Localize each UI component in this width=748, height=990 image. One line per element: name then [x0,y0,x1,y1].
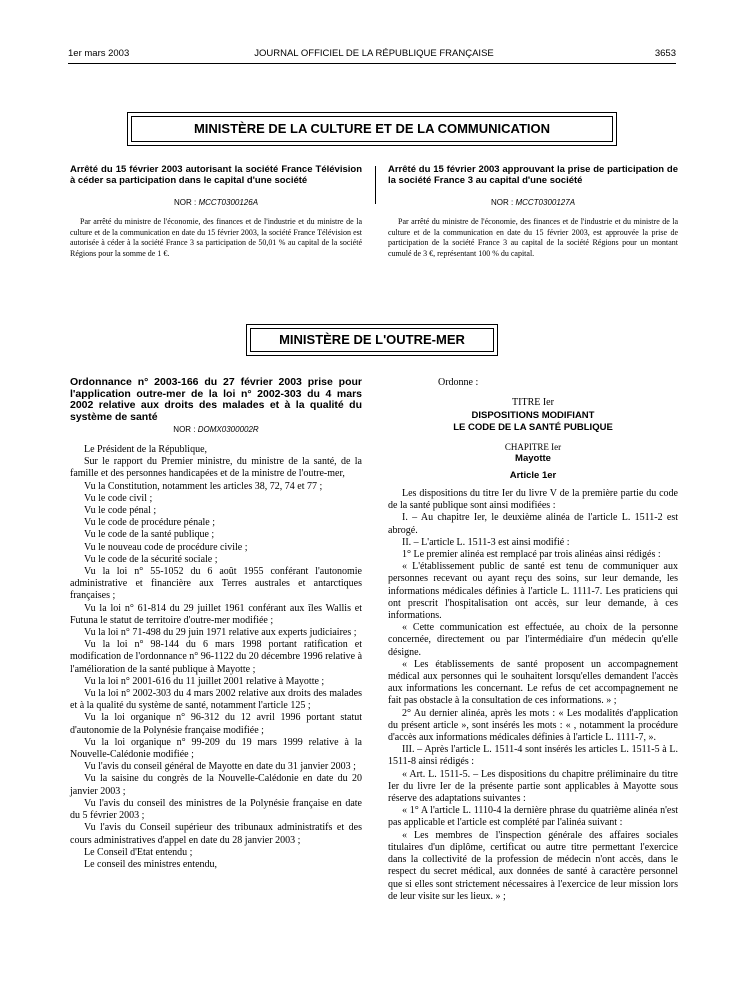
paragraph: Vu le code civil ; [84,492,153,504]
chapitre-heading: CHAPITRE Ier [504,441,562,452]
paragraph: Vu la loi n° 71-498 du 29 juin 1971 relative aux experts judiciaires ; [84,627,357,639]
arrete-2-text: Par arrêté du ministre de l'économie, des finances et de l'industrie et du ministre de la culture et de la communication en date du 15 février 2003, est approuvée la prise de participation de la société France 3 au capital de la société Régions pour un montant cumulé de 3 €, représentant 100 % du capital. [388,217,678,258]
paragraph: III. – Après l'article L. 1511-4 sont insérés les articles L. 1511-5 à L. 1511-8 ainsi rédigés : [388,744,678,768]
paragraph: I. – Au chapitre Ier, le deuxième alinéa de l'article L. 1511-2 est abrogé. [388,512,678,536]
paragraph: Vu l'avis du conseil général de Mayotte en date du 31 janvier 2003 ; [84,761,356,773]
ministry-culture-box [127,112,617,146]
nor-label: NOR : [490,198,514,207]
header-journal-title: JOURNAL OFFICIEL DE LA RÉPUBLIQUE FRANÇAISE [254,48,494,59]
titre-name-line-1: DISPOSITIONS MODIFIANT [471,409,595,421]
paragraph: « Les membres de l'inspection générale des affaires sociales titulaires d'un diplôme, certificat ou autre titre permettant l'exercice dans la collectivité de la profession de médecin n'ont accès, dans le respect du secret médical, aux données de santé à caractère personnel que si elles sont strictement nécessaires à l'exercice de leur mission lors de leur visite sur les lieux. » ; [388,829,678,902]
paragraph: « 1° A l'article L. 1110-4 la dernière phrase du quatrième alinéa n'est pas applicable et l'article est complété par l'alinéa suivant : [388,805,678,829]
header-date: 1er mars 2003 [68,48,130,59]
paragraph: Vu le code de la santé publique ; [84,529,215,541]
arrete-2-nor [388,198,678,207]
arrete-1-nor [70,198,362,207]
paragraph: Vu le code de la sécurité sociale ; [84,553,218,565]
paragraph: Le conseil des ministres entendu, [84,858,218,870]
titre-name-line-2: LE CODE DE LA SANTÉ PUBLIQUE [453,422,613,433]
ordonnance-left-column [70,377,362,871]
ordonnance-right-column [388,377,678,903]
arrete-2-title: Arrêté du 15 février 2003 approuvant la prise de participation de la société France 3 au capital d'une société [388,164,678,186]
header-page-number: 3653 [654,48,676,59]
nor-code: DOMX0300002R [197,425,259,434]
ordonnance-title: Ordonnance n° 2003-166 du 27 février 2003 prise pour l'application outre-mer de la loi n° 2002-303 du 4 mars 2002 relative aux droits des malades et à la qualité du système de santé [70,376,362,423]
paragraph: Vu le code de procédure pénale ; [84,517,216,529]
paragraph: Vu l'avis du conseil des ministres de la Polynésie française en date du 5 février 2003 ; [70,797,362,822]
ordonnance-nor [70,425,362,434]
nor-code: MCCT0300126A [198,198,259,207]
paragraph: Vu l'avis du Conseil supérieur des tribunaux administratifs et des cours administratives d'appel en date du 28 janvier 2003 ; [70,822,362,846]
article-body [388,488,678,903]
header-rule [68,63,676,64]
paragraph: Vu la loi n° 2002-303 du 4 mars 2002 relative aux droits des malades et à la qualité du système de santé, notamment l'article 125 ; [70,688,362,712]
arrete-1-title: Arrêté du 15 février 2003 autorisant la société France Télévision à céder sa participation dans le capital d'une société [70,164,362,186]
paragraph: Vu le code pénal ; [84,505,157,517]
ministry-outremer-title: MINISTÈRE DE L'OUTRE-MER [250,328,494,352]
article-heading: Article 1er [509,469,557,481]
paragraph: 1° Le premier alinéa est remplacé par trois alinéas ainsi rédigés : [402,549,661,561]
paragraph: « L'établissement public de santé est tenu de communiquer aux personnes recevant ou ayant reçu des soins, sur leur demande, les informations médicales définies à l'article L. 1111-7. Les praticiens qui ont prescrit l'hospitalisation ont accès, sur leur demande, à ces informations. [388,561,678,622]
paragraph: Vu la loi n° 98-144 du 6 mars 1998 portant ratification et modification de l'ordonnance n° 96-1122 du 20 décembre 1996 relative à l'amélioration de la santé publique à Mayotte ; [70,639,363,675]
ministry-culture-title: MINISTÈRE DE LA CULTURE ET DE LA COMMUNICATION [131,116,613,142]
paragraph: Sur le rapport du Premier ministre, du ministre de la santé, de la famille et des personnes handicapées et de la ministre de l'outre-mer, [70,456,362,480]
arrete-1 [70,164,362,259]
arrete-2 [388,164,678,259]
nor-label: NOR : [173,198,197,207]
paragraph: Vu la loi n° 2001-616 du 11 juillet 2001 relative à Mayotte ; [84,675,325,687]
paragraph: Vu la loi n° 55-1052 du 6 août 1955 conférant l'autonomie administrative et financière aux Terres australes et antarctiques françaises ; [70,566,362,602]
paragraph: « Art. L. 1511-5. – Les dispositions du chapitre préliminaire du titre Ier du livre Ier de la présente partie sont applicables à Mayotte sous réserve des adaptations suivantes : [388,768,678,805]
column-separator [375,166,376,204]
paragraph: Le Conseil d'Etat entendu ; [84,846,193,858]
chapitre-name: Mayotte [515,453,551,464]
paragraph: Vu la Constitution, notamment les articles 38, 72, 74 et 77 ; [84,480,323,492]
nor-label: NOR : [173,425,196,434]
paragraph: Vu la loi organique n° 96-312 du 12 avril 1996 portant statut d'autonomie de la Polynésie française modifiée ; [70,712,362,736]
paragraph: « Cette communication est effectuée, au choix de la personne concernée, directement ou par l'intermédiaire d'un médecin qu'elle désigne. [388,622,678,658]
paragraph: Vu le nouveau code de procédure civile ; [84,541,248,553]
titre-heading: TITRE Ier [512,397,554,408]
ministry-outremer-box [246,324,498,356]
arrete-1-text: Par arrêté du ministre de l'économie, des finances et de l'industrie et du ministre de la culture et de la communication en date du 15 février 2003, la société France Télévision est autorisée à céder à la société France 3 sa participation de 50,01 % au capital de la société Régions pour la somme de 1 €. [70,217,362,258]
paragraph: 2° Au dernier alinéa, après les mots : « Les modalités d'application du présent article », sont insérés les mots : « , notamment la procédure d'accès aux informations médicales définies à l'article L. 1111-7, ». [388,707,678,744]
ordonne-label: Ordonne : [438,377,479,388]
paragraph: « Les établissements de santé proposent un accompagnement médical aux personnes qui le souhaitent lorsqu'elles demandent l'accès aux informations les concernant. Le refus de cet accompagnement ne fait pas obstacle à la consultation de ces informations. » ; [388,658,678,707]
paragraph: Les dispositions du titre Ier du livre V de la première partie du code de la santé publique sont ainsi modifiées : [388,488,678,512]
paragraph: Vu la loi n° 61-814 du 29 juillet 1961 conférant aux îles Wallis et Futuna le statut de territoire d'outre-mer modifiée ; [70,602,362,626]
visas-list [70,444,362,871]
paragraph: Le Président de la République, [84,444,208,455]
nor-code: MCCT0300127A [515,198,576,207]
paragraph: Vu la saisine du congrès de la Nouvelle-Calédonie en date du 20 janvier 2003 ; [70,773,362,797]
paragraph: II. – L'article L. 1511-3 est ainsi modifié : [402,536,570,548]
paragraph: Vu la loi organique n° 99-209 du 19 mars 1999 relative à la Nouvelle-Calédonie modifiée ; [70,736,362,761]
